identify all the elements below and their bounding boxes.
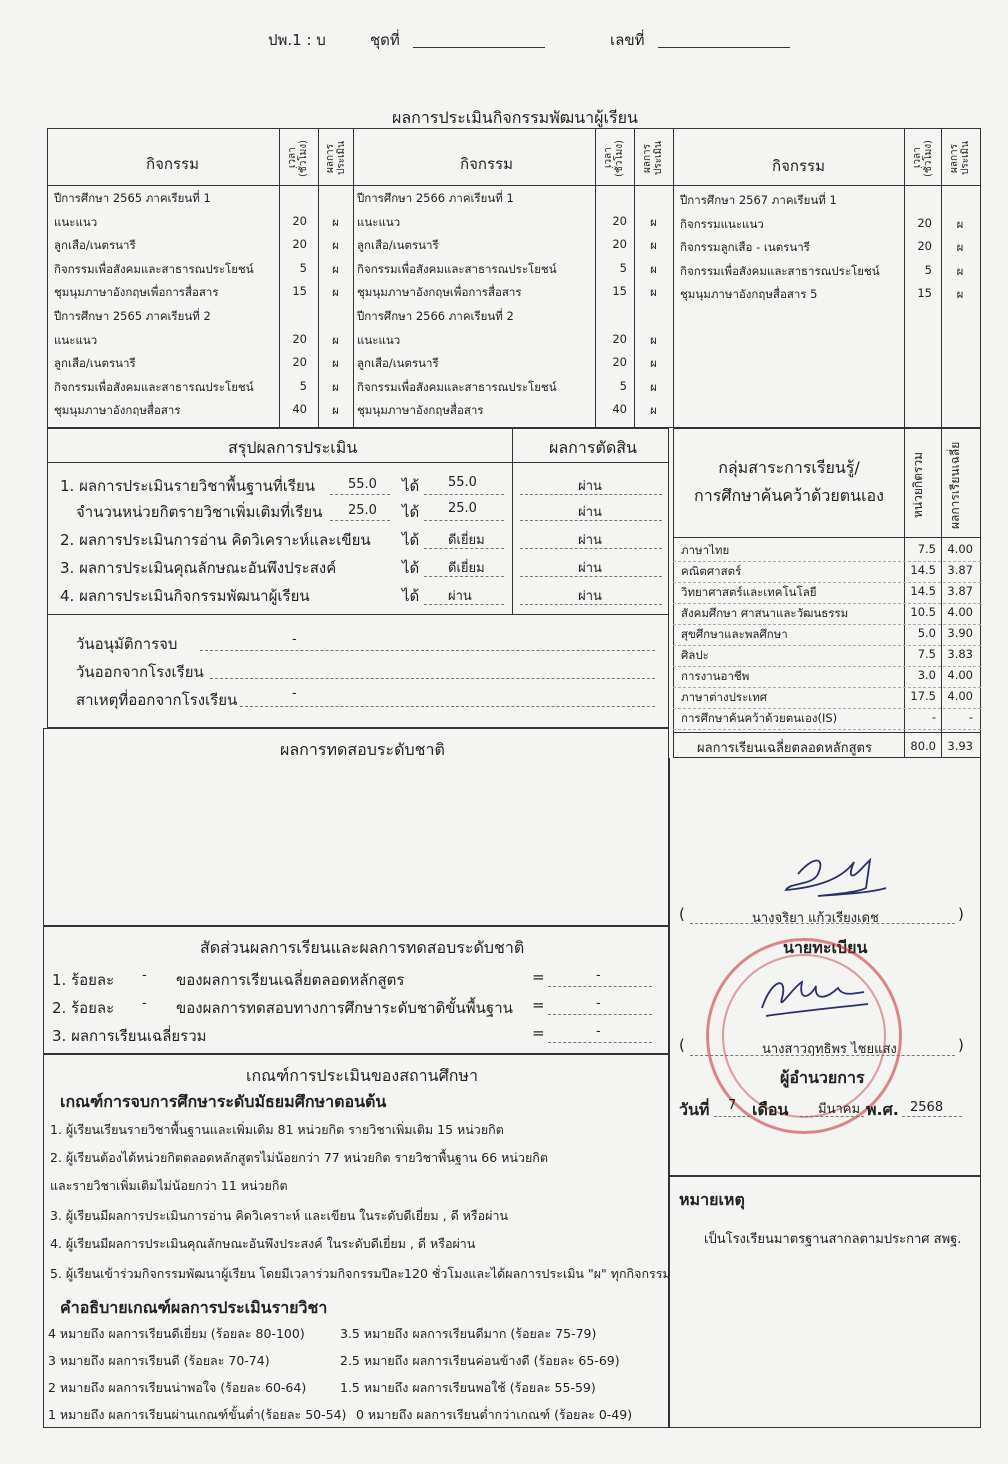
month-label: เดือน [752,1100,789,1119]
subject-name: คณิตศาสตร์ [681,564,742,578]
number-field [658,47,790,48]
summary-got-label: ได้ [402,559,420,577]
summary-item-label: 1. ผลการประเมินรายวิชาพื้นฐานที่เรียน [60,477,316,495]
total-credit: 80.0 [910,739,936,753]
activity-hours: 40 [292,402,307,417]
criteria-line: 3. ผู้เรียนมีผลการประเมินการอ่าน คิดวิเคราะห์ และเขียน ในระดับดีเยี่ยม , ดี หรือผ่าน [50,1208,509,1223]
activity-name: ชุมนุมภาษาอังกฤษสื่อสาร 5 [680,287,818,302]
summary-item-value: 55.0 [348,477,377,492]
subject-grade: 3.87 [947,563,973,577]
activity-name: ชุมนุมภาษาอังกฤษสื่อสาร [357,403,484,418]
result-header-3: ผลการประเมิน [949,141,971,175]
summary-item-decision: ผ่าน [578,561,602,576]
activity-hours: 5 [619,260,627,275]
activity-name: ลูกเสือ/เนตรนารี [357,238,439,253]
activity-result: ผ [956,263,964,278]
subject-credit: 17.5 [910,689,936,703]
subjects-title-line1: กลุ่มสาระการเรียนรู้/ [718,458,860,477]
subject-name: การศึกษาค้นคว้าด้วยตนเอง(IS) [681,711,838,725]
activity-name: ลูกเสือ/เนตรนารี [357,356,439,371]
summary-item-label: 4. ผลการประเมินกิจกรรมพัฒนาผู้เรียน [60,587,310,605]
activity-name: ปีการศึกษา 2567 ภาคเรียนที่ 1 [680,193,837,207]
date-month: มีนาคม [818,1102,861,1117]
subject-grade: - [968,710,973,724]
subject-credit: 14.5 [910,563,936,577]
ratio-result: - [596,968,601,983]
summary-item-value: 25.0 [348,503,377,518]
ratio-result: - [596,996,601,1011]
activity-result: ผ [332,379,339,394]
remarks-box [669,1176,981,1428]
activity-hours: 20 [292,355,307,370]
activity-result: ผ [650,332,657,347]
date-year: 2568 [910,1100,944,1115]
activity-result: ผ [332,214,339,229]
summary-item-label: จำนวนหน่วยกิตรายวิชาเพิ่มเติมที่เรียน [76,503,323,521]
subject-name: สังคมศึกษา ศาสนาและวัฒนธรรม [681,606,849,620]
activity-hours: 5 [924,262,932,277]
summary-item-decision: ผ่าน [578,589,602,604]
grade-right: 2.5 หมายถึง ผลการเรียนค่อนข้างดี (ร้อยละ 65-69) [340,1353,620,1368]
activity-result: ผ [332,332,339,347]
activity-name: ลูกเสือ/เนตรนารี [54,238,136,253]
activity-result: ผ [650,261,657,276]
criteria-title: เกณฑ์การประเมินของสถานศึกษา [246,1066,478,1085]
summary-item-got: ผ่าน [448,589,472,604]
summary-got-label: ได้ [402,531,420,549]
summary-item-got: 55.0 [448,475,477,490]
ratio-text: ของผลการทดสอบทางการศึกษาระดับชาติขั้นพื้นฐาน [176,999,513,1017]
reason-value: - [292,686,297,701]
activity-name: กิจกรรมลูกเสือ - เนตรนารี [680,240,810,255]
activity-name: กิจกรรมเพื่อสังคมและสาธารณประโยชน์ [357,261,557,276]
subject-credit: 7.5 [917,542,936,556]
ratio-eq: = [532,996,545,1014]
subject-grade: 3.83 [947,647,973,661]
activity-hours: 20 [917,239,932,254]
date-label: วันที่ [679,1100,710,1119]
criteria-line: และรายวิชาเพิ่มเติมไม่น้อยกว่า 11 หน่วยกิต [50,1178,288,1193]
remarks-title: หมายเหตุ [679,1190,745,1209]
year-label: พ.ศ. [866,1100,899,1119]
page-title: ผลการประเมินกิจกรรมพัฒนาผู้เรียน [392,108,638,127]
director-paren-open: ( [679,1036,685,1054]
ratio-text: ของผลการเรียนเฉลี่ยตลอดหลักสูตร [176,971,405,989]
activity-result: ผ [956,216,964,231]
grade-title: คำอธิบายเกณฑ์ผลการประเมินรายวิชา [60,1298,328,1317]
grade-right: 1.5 หมายถึง ผลการเรียนพอใช้ (ร้อยละ 55-59) [340,1380,596,1395]
ratio-prefix: 1. ร้อยละ [52,971,115,989]
registrar-signature [778,852,890,904]
subject-name: ภาษาต่างประเทศ [681,690,768,704]
activity-result: ผ [650,356,657,371]
director-title: ผู้อำนวยการ [780,1068,865,1087]
grade-left: 4 หมายถึง ผลการเรียนดีเยี่ยม (ร้อยละ 80-100) [48,1326,305,1341]
activity-hours: 20 [612,355,627,370]
summary-item-decision: ผ่าน [578,533,602,548]
activity-header-2: กิจกรรม [460,155,513,173]
subject-name: ศิลปะ [681,648,709,662]
leave-label: วันออกจากโรงเรียน [76,663,204,681]
grade-left: 2 หมายถึง ผลการเรียนน่าพอใจ (ร้อยละ 60-64) [48,1380,307,1395]
activity-result: ผ [332,285,339,300]
activity-result: ผ [650,238,657,253]
activity-name: แนะแนว [54,332,98,347]
subject-credit: 5.0 [917,626,936,640]
activity-result: ผ [650,379,657,394]
registrar-title: นายทะเบียน [783,938,868,957]
activity-hours: 15 [612,284,627,299]
activities-header-divider [47,185,981,186]
registrar-paren-open: ( [679,905,685,923]
activity-name: กิจกรรมแนะแนว [680,216,764,231]
activity-name: ชุมนุมภาษาอังกฤษเพื่อการสื่อสาร [357,285,522,300]
grade-right: 3.5 หมายถึง ผลการเรียนดีมาก (ร้อยละ 75-79) [340,1326,597,1341]
subject-name: ภาษาไทย [681,543,730,557]
activity-result: ผ [332,261,339,276]
total-label: ผลการเรียนเฉลี่ยตลอดหลักสูตร [697,741,872,756]
date-day: 7 [728,1098,737,1113]
activity-result: ผ [650,214,657,229]
criteria-line: 4. ผู้เรียนมีผลการประเมินคุณลักษณะอันพึงประสงค์ ในระดับดีเยี่ยม , ดี หรือผ่าน [50,1236,476,1251]
subject-name: สุขศึกษาและพลศึกษา [681,627,788,641]
activity-header-3: กิจกรรม [772,157,825,175]
subject-credit: - [931,710,936,724]
ratio-title: สัดส่วนผลการเรียนและผลการทดสอบระดับชาติ [200,938,525,957]
summary-item-got: ดีเยี่ยม [448,561,485,576]
total-grade: 3.93 [947,739,973,753]
registrar-name: นางจริยา แก้วเรียงเดช [752,911,879,926]
ratio-eq: = [532,1024,545,1042]
activity-hours: 5 [619,378,627,393]
activity-result: ผ [956,240,964,255]
approve-label: วันอนุมัติการจบ [76,635,178,653]
activity-name: แนะแนว [357,214,401,229]
ratio-eq: = [532,968,545,986]
activity-result: ผ [332,356,339,371]
activity-result: ผ [332,403,339,418]
activity-hours: 20 [292,331,307,346]
activity-result: ผ [332,238,339,253]
remarks-text: เป็นโรงเรียนมาตรฐานสากลตามประกาศ สพฐ. [704,1232,962,1247]
summary-item-label: 2. ผลการประเมินการอ่าน คิดวิเคราะห์และเขียน [60,531,371,549]
activity-hours: 20 [612,213,627,228]
subject-credit: 10.5 [910,605,936,619]
form-code: ปพ.1 : บ [268,31,326,49]
activity-name: ปีการศึกษา 2566 ภาคเรียนที่ 1 [357,191,514,205]
director-paren-close: ) [958,1036,964,1054]
director-signature [752,968,872,1028]
grade-right: 0 หมายถึง ผลการเรียนต่ำกว่าเกณฑ์ (ร้อยละ 0-49) [356,1407,633,1422]
activity-result: ผ [650,285,657,300]
summary-item-label: 3. ผลการประเมินคุณลักษณะอันพึงประสงค์ [60,559,337,577]
activity-name: ปีการศึกษา 2565 ภาคเรียนที่ 2 [54,309,211,323]
activity-name: ปีการศึกษา 2565 ภาคเรียนที่ 1 [54,191,211,205]
criteria-subtitle: เกณฑ์การจบการศึกษาระดับมัธยมศึกษาตอนต้น [60,1092,387,1111]
ratio-value: - [142,968,147,983]
criteria-line: 5. ผู้เรียนเข้าร่วมกิจกรรมพัฒนาผู้เรียน โดยมีเวลาร่วมกิจกรรมปีละ120 ชั่วโมงและได้ผลการประเมิน "ผ" ทุกกิจกรรม [50,1266,671,1281]
approve-value: - [292,632,297,647]
subject-credit: 3.0 [917,668,936,682]
activity-hours: 20 [612,331,627,346]
activity-result: ผ [956,287,964,302]
decision-title: ผลการตัดสิน [549,438,637,457]
credit-header: หน่วยกิตรวม [911,451,925,519]
activity-name: ชุมนุมภาษาอังกฤษเพื่อการสื่อสาร [54,285,219,300]
criteria-line: 2. ผู้เรียนต้องได้หน่วยกิตตลอดหลักสูตรไม่น้อยกว่า 77 หน่วยกิต รายวิชาพื้นฐาน 66 หน่วยกิต [50,1150,548,1165]
activity-name: กิจกรรมเพื่อสังคมและสาธารณประโยชน์ [357,379,557,394]
subjects-title-line2: การศึกษาค้นคว้าด้วยตนเอง [694,486,884,505]
hours-header-1: เวลา (ชั่วโมง) [287,139,309,177]
summary-item-got: 25.0 [448,501,477,516]
director-name: นางสาวฤทธิพร ไชยแสง [762,1042,897,1057]
activity-name: กิจกรรมเพื่อสังคมและสาธารณประโยชน์ [54,261,254,276]
result-header-2: ผลการประเมิน [642,141,664,175]
subject-name: การงานอาชีพ [681,669,750,683]
activity-hours: 5 [299,260,307,275]
summary-got-label: ได้ [402,587,420,605]
activity-hours: 20 [612,237,627,252]
subject-grade: 4.00 [947,542,973,556]
ratio-value: - [142,996,147,1011]
activity-hours: 40 [612,402,627,417]
subject-grade: 4.00 [947,689,973,703]
ratio-prefix: 3. ผลการเรียนเฉลี่ยรวม [52,1027,207,1045]
subject-grade: 4.00 [947,605,973,619]
subject-credit: 14.5 [910,584,936,598]
hours-header-3: เวลา (ชั่วโมง) [912,139,934,177]
subject-grade: 4.00 [947,668,973,682]
subject-grade: 3.90 [947,626,973,640]
summary-item-decision: ผ่าน [578,505,602,520]
summary-got-label: ได้ [402,477,420,495]
activity-name: ลูกเสือ/เนตรนารี [54,356,136,371]
summary-item-got: ดีเยี่ยม [448,533,485,548]
activity-name: แนะแนว [357,332,401,347]
reason-label: สาเหตุที่ออกจากโรงเรียน [76,691,238,709]
result-header-1: ผลการประเมิน [325,141,347,175]
ratio-result: - [596,1024,601,1039]
set-field [413,47,545,48]
summary-item-decision: ผ่าน [578,479,602,494]
activity-name: ชุมนุมภาษาอังกฤษสื่อสาร [54,403,181,418]
activity-hours: 5 [299,378,307,393]
summary-title: สรุปผลการประเมิน [228,438,358,457]
subject-grade: 3.87 [947,584,973,598]
grade-left: 3 หมายถึง ผลการเรียนดี (ร้อยละ 70-74) [48,1353,270,1368]
national-test-title: ผลการทดสอบระดับชาติ [280,740,445,759]
activity-header-1: กิจกรรม [146,155,199,173]
activity-name: แนะแนว [54,214,98,229]
activity-hours: 20 [292,237,307,252]
activity-name: กิจกรรมเพื่อสังคมและสาธารณประโยชน์ [680,263,880,278]
registrar-paren-close: ) [958,905,964,923]
activity-hours: 15 [292,284,307,299]
activity-name: ปีการศึกษา 2566 ภาคเรียนที่ 2 [357,309,514,323]
ratio-prefix: 2. ร้อยละ [52,999,115,1017]
number-label: เลขที่ [610,31,645,49]
hours-header-2: เวลา (ชั่วโมง) [603,139,625,177]
activity-hours: 15 [917,286,932,301]
subject-name: วิทยาศาสตร์และเทคโนโลยี [681,585,817,599]
set-label: ชุดที่ [370,31,400,49]
activity-name: กิจกรรมเพื่อสังคมและสาธารณประโยชน์ [54,379,254,394]
activity-result: ผ [650,403,657,418]
activity-hours: 20 [292,213,307,228]
grade-left: 1 หมายถึง ผลการเรียนผ่านเกณฑ์ขั้นต่ำ(ร้อยละ 50-54) [48,1407,347,1422]
summary-got-label: ได้ [402,503,420,521]
criteria-line: 1. ผู้เรียนเรียนรายวิชาพื้นฐานและเพิ่มเติม 81 หน่วยกิต รายวิชาเพิ่มเติม 15 หน่วยกิต [50,1122,504,1137]
subject-credit: 7.5 [917,647,936,661]
activity-hours: 20 [917,215,932,230]
grade-header: ผลการเรียนเฉลี่ย [948,441,962,529]
